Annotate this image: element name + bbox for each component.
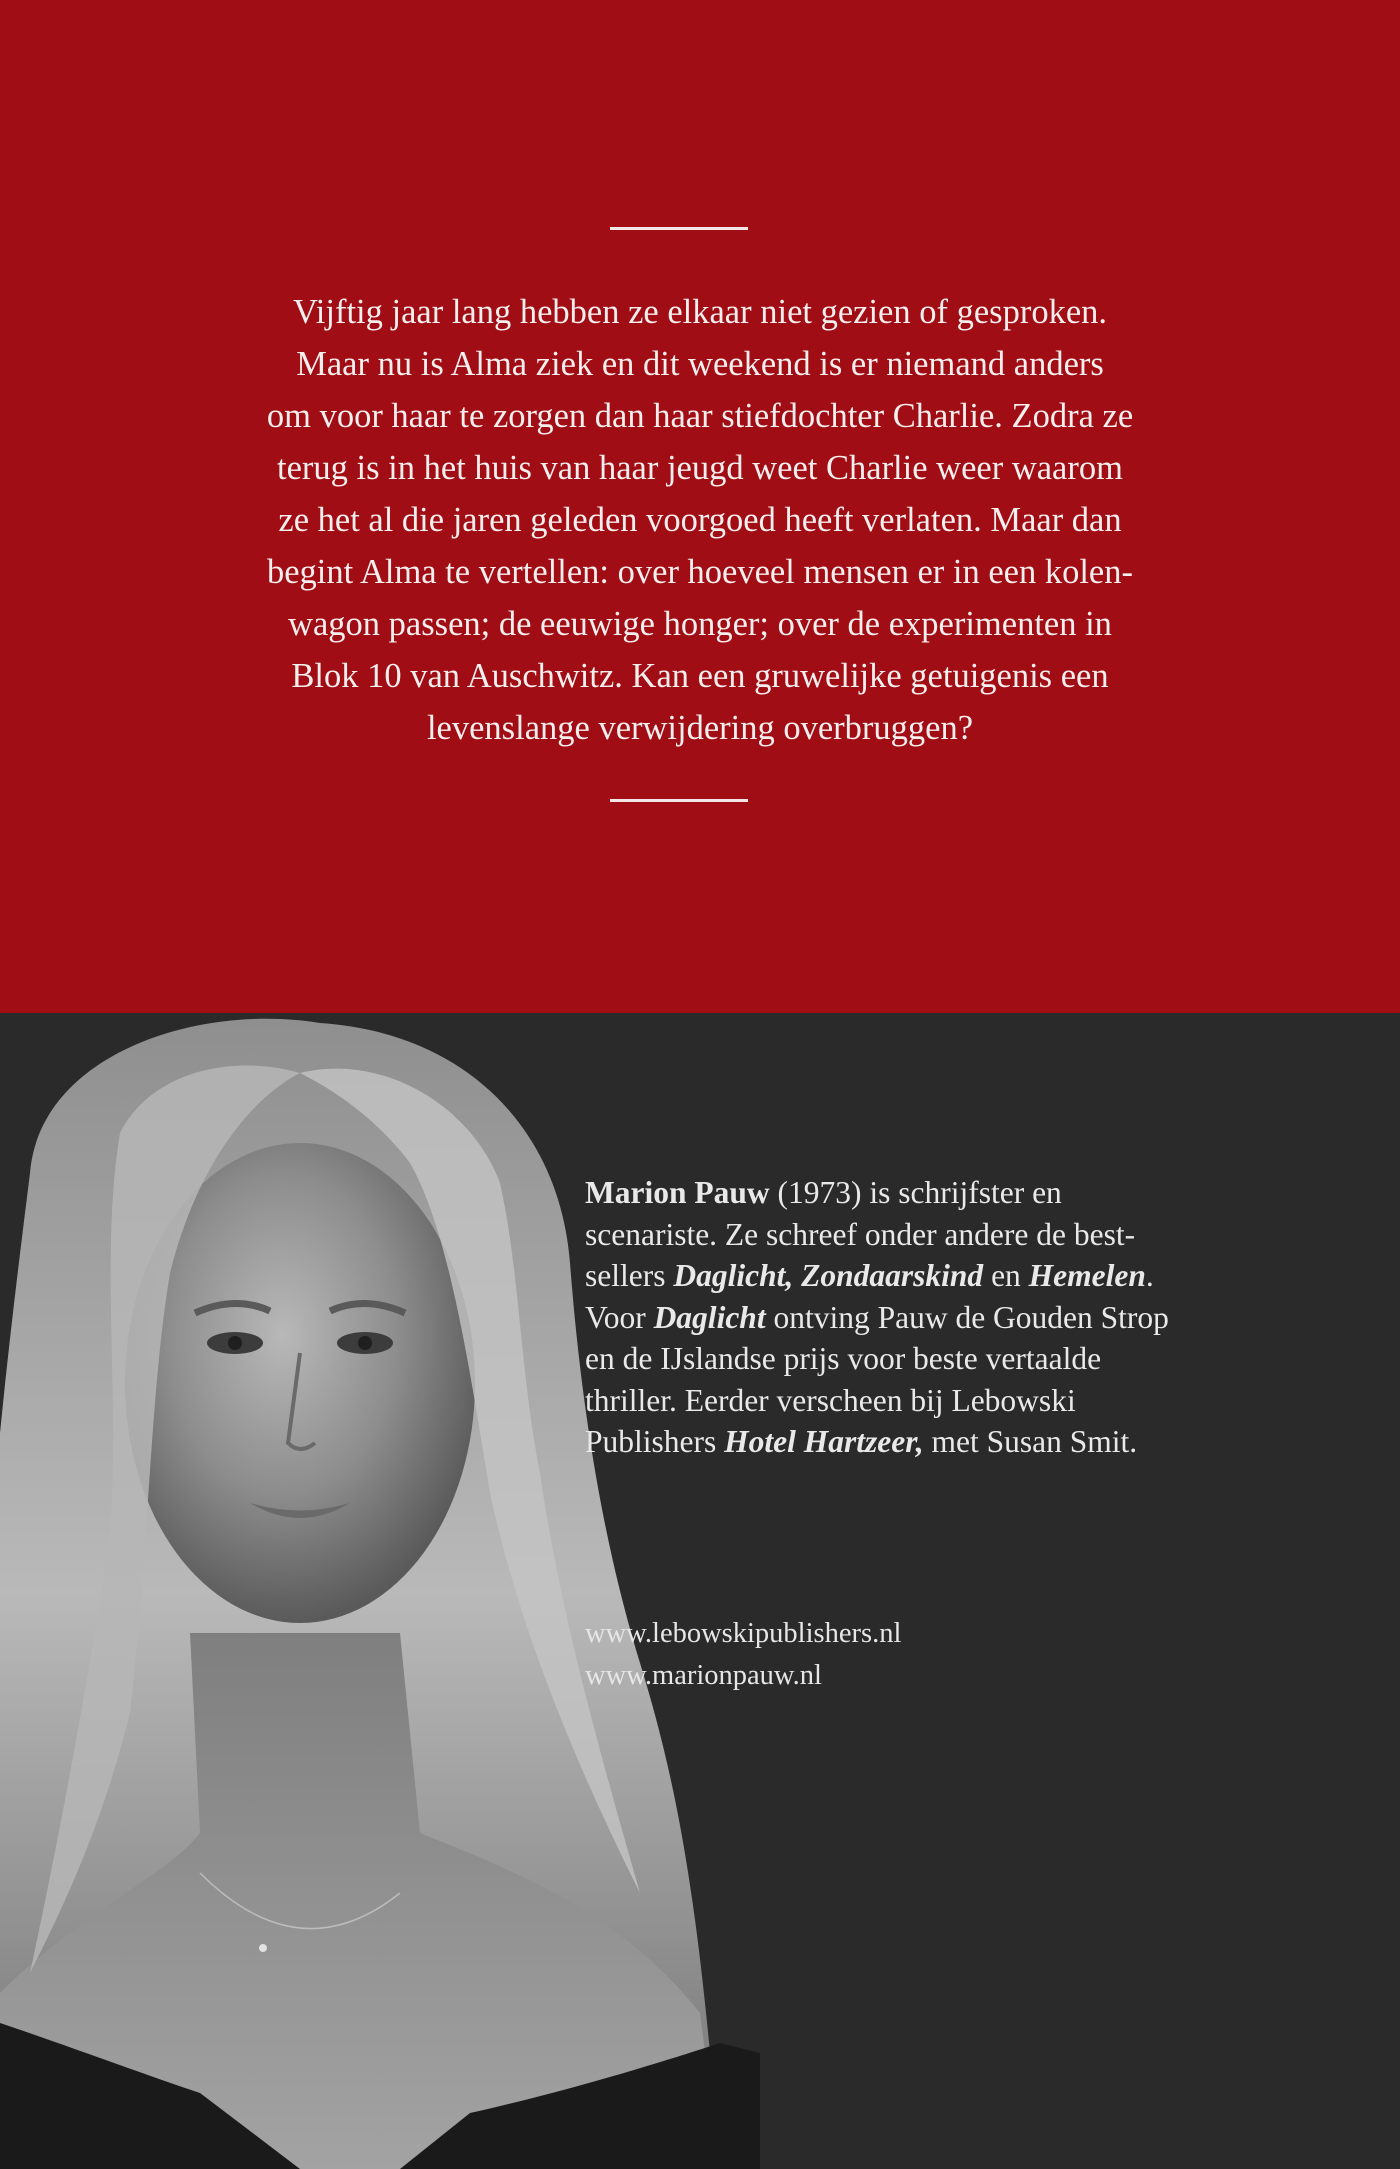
author-bio <box>585 1172 1305 1463</box>
bottom-divider <box>610 799 748 802</box>
blurb-line: terug is in het huis van haar jeugd weet Charlie weer waarom <box>277 449 1123 487</box>
blurb-line: Blok 10 van Auschwitz. Kan een gruwelijke getuigenis een <box>291 657 1109 695</box>
bio-line: scenariste. Ze schreef onder andere de best- <box>585 1216 1136 1252</box>
blurb-line: om voor haar te zorgen dan haar stiefdochter Charlie. Zodra ze <box>266 397 1134 435</box>
book-title: Hotel Hartzeer, <box>724 1424 924 1459</box>
bio-line: Publishers Hotel Hartzeer, met Susan Smit. <box>585 1424 1138 1459</box>
blurb-line: levenslange verwijdering overbruggen? <box>426 709 974 747</box>
book-title: Zondaarskind <box>801 1258 984 1293</box>
website-links <box>585 1613 901 1697</box>
bio-line: Voor Daglicht ontving Pauw de Gouden Strop <box>585 1299 1169 1335</box>
bio-line: sellers Daglicht, Zondaarskind en Hemelen. <box>585 1258 1154 1293</box>
book-title: Daglicht <box>673 1258 786 1293</box>
blurb-line: Vijftig jaar lang hebben ze elkaar niet gezien of gesproken. <box>292 293 1108 331</box>
author-name: Marion Pauw <box>585 1175 770 1210</box>
book-title: Hemelen <box>1028 1258 1146 1293</box>
bio-line: Marion Pauw (1973) is schrijfster en <box>585 1175 1062 1210</box>
bio-line: en de IJslandse prijs voor beste vertaalde <box>585 1341 1102 1376</box>
blurb-panel <box>0 0 1400 1013</box>
blurb-line: ze het al die jaren geleden voorgoed heeft verlaten. Maar dan <box>278 501 1122 539</box>
publisher-website-link[interactable]: www.lebowskipublishers.nl <box>585 1618 902 1649</box>
book-title: Daglicht <box>653 1299 766 1335</box>
top-divider <box>610 227 748 230</box>
blurb-line: wagon passen; de eeuwige honger; over de experimenten in <box>288 605 1112 643</box>
blurb-line: begint Alma te vertellen: over hoeveel mensen er in een kolen- <box>266 553 1133 591</box>
bio-line: thriller. Eerder verscheen bij Lebowski <box>585 1382 1076 1418</box>
blurb-line: Maar nu is Alma ziek en dit weekend is er niemand anders <box>296 345 1104 383</box>
book-blurb <box>140 286 1260 754</box>
author-website-link[interactable]: www.marionpauw.nl <box>585 1660 822 1691</box>
